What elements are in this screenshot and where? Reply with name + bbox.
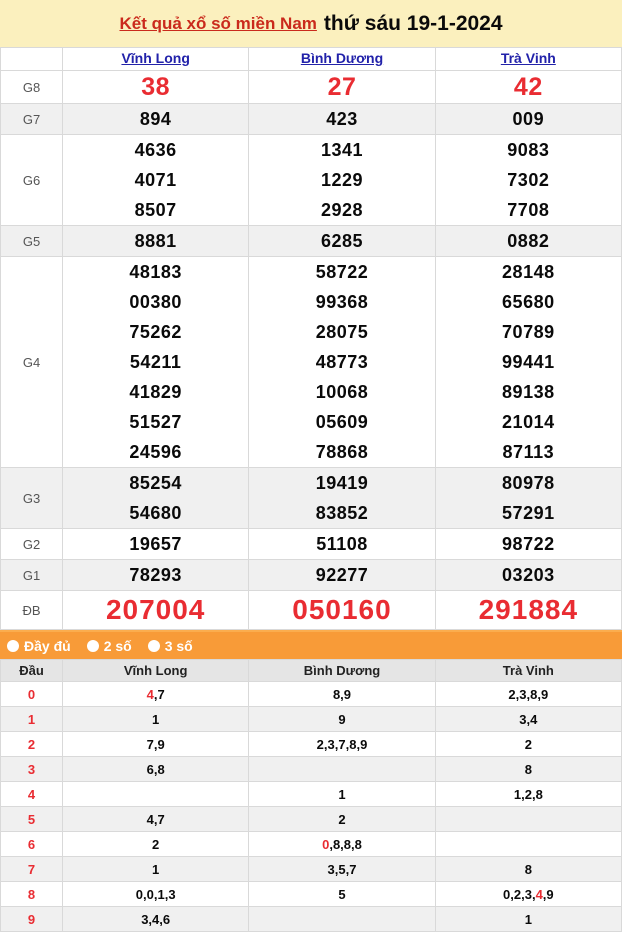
dau-endings-cell [249,707,435,732]
ending: 8 [535,786,543,802]
ending: 8 [343,836,352,852]
ending: 9 [338,711,346,727]
ending: 6 [146,761,154,777]
winning-number: 1229 [320,170,364,190]
prize-label: G7 [1,104,63,135]
prize-numbers-cell [435,226,621,257]
dau-row-2 [1,732,622,757]
winning-number: 54680 [129,503,182,523]
province-header [435,48,621,71]
prize-row-G4 [1,257,622,468]
winning-number: 8881 [134,231,177,251]
winning-number: 42 [513,73,543,101]
page-header [0,0,622,47]
ending: 4 [146,811,154,827]
winning-number: 85254 [129,473,182,493]
winning-number: 99441 [502,352,555,372]
ending: 3 [519,711,527,727]
prize-numbers-cell [435,71,621,104]
ending: 7 [157,811,165,827]
dau-row-6 [1,832,622,857]
winning-number: 7302 [507,170,550,190]
ending: 9 [157,736,165,752]
dau-endings-cell: 3,4,6 [63,907,249,932]
dau-table [0,659,622,932]
ending: 1 [157,886,165,902]
ending: 6 [162,911,171,927]
dau-endings-cell: 0,2,3,4,9 [435,882,621,907]
winning-number: 894 [139,109,172,129]
prize-numbers-cell [63,468,249,529]
dau-digit: 4 [1,782,63,807]
radio-icon [7,640,19,652]
winning-number: 19419 [315,473,369,493]
dau-endings-cell: 6,8 [63,757,249,782]
prize-numbers-cell [63,135,249,226]
ending: 3 [141,911,149,927]
filter-option-label: 3 số [164,637,193,654]
winning-number: 10068 [315,382,369,402]
filter-option-label: 2 số [103,637,132,654]
ending: 8 [530,686,538,702]
prize-row-ĐB [1,591,622,630]
dau-endings-cell: 8,9 [249,682,435,707]
highlighted-ending: 0 [322,836,330,852]
dau-digit: 3 [1,757,63,782]
ending: 0 [146,886,154,902]
winning-number: 58722 [315,262,369,282]
dau-endings-cell: 7,9 [63,732,249,757]
prize-numbers-cell [435,560,621,591]
dau-column-header: Đầu [1,660,63,682]
prize-numbers-cell [63,591,249,630]
ending: 9 [541,686,549,702]
prize-numbers-cell [63,71,249,104]
dau-province-header: Trà Vinh [435,660,621,682]
prize-numbers-cell [63,226,249,257]
winning-number: 03203 [502,565,555,585]
filter-option-0[interactable] [7,638,71,654]
prize-numbers-cell [63,104,249,135]
prize-numbers-cell [249,529,435,560]
winning-number: 7708 [507,200,550,220]
dau-endings-cell: 0,0,1,3 [63,882,249,907]
ending: 2 [316,736,324,752]
winning-number: 00380 [129,292,182,312]
dau-endings-cell [435,807,621,832]
winning-number: 75262 [129,322,182,342]
dau-province-header: Vĩnh Long [63,660,249,682]
dau-endings-cell [63,707,249,732]
draw-date: thứ sáu 19-1-2024 [323,11,503,35]
ending: 1 [524,911,532,927]
winning-number: 8507 [134,200,177,220]
dau-endings-cell [249,782,435,807]
prize-row-G3 [1,468,622,529]
prize-row-G2 [1,529,622,560]
winning-number: 80978 [502,473,555,493]
winning-number: 24596 [129,442,182,462]
ending: 9 [360,736,368,752]
ending: 0 [502,886,511,902]
dau-endings-cell: 2,3,8,9 [435,682,621,707]
winning-number: 92277 [315,565,369,585]
winning-number: 78868 [315,442,369,462]
ending: 1 [152,861,160,877]
prize-numbers-cell [249,257,435,468]
filter-option-label: Đầy đủ [24,637,71,654]
winning-number: 207004 [105,594,206,625]
dau-endings-cell: 3,5,7 [249,857,435,882]
winning-number: 70789 [502,322,555,342]
results-table [0,47,622,630]
winning-number: 9083 [507,140,550,160]
radio-icon [148,640,160,652]
winning-number: 2928 [320,200,364,220]
dau-endings-cell [249,882,435,907]
ending: 7 [157,686,165,702]
prize-numbers-cell [63,560,249,591]
dau-endings-cell [63,857,249,882]
corner-cell [1,48,63,71]
ending: 3 [168,886,176,902]
winning-number: 291884 [478,594,579,625]
prize-numbers-cell [435,591,621,630]
dau-endings-cell: 4,7 [63,682,249,707]
winning-number: 050160 [292,594,392,625]
prize-label: G5 [1,226,63,257]
winning-number: 38 [141,73,171,101]
ending: 3 [327,736,335,752]
dau-digit: 9 [1,907,63,932]
ending: 3 [524,886,532,902]
dau-row-8 [1,882,622,907]
ending: 0 [135,886,143,902]
dau-endings-cell [435,832,621,857]
dau-digit: 5 [1,807,63,832]
dau-endings-cell [435,857,621,882]
winning-number: 78293 [129,565,182,585]
winning-number: 57291 [502,503,555,523]
winning-number: 51527 [129,412,182,432]
dau-header-row [1,660,622,682]
prize-numbers-cell [249,560,435,591]
winning-number: 27 [327,73,357,101]
dau-province-header: Bình Dương [249,660,435,682]
winning-number: 009 [512,109,545,129]
ending: 9 [343,686,352,702]
ending: 4 [152,911,160,927]
winning-number: 28148 [502,262,555,282]
winning-number: 1341 [320,140,364,160]
filter-bar [0,630,622,659]
dau-endings-cell [249,907,435,932]
ending: 7 [349,861,357,877]
province-link-2[interactable]: Trà Vinh [500,50,556,66]
ending: 2 [524,786,532,802]
prize-numbers-cell [249,468,435,529]
ending: 3 [327,861,335,877]
prize-numbers-cell [249,135,435,226]
dau-row-4 [1,782,622,807]
prize-row-G5 [1,226,622,257]
province-header-row [1,48,622,71]
ending: 8 [349,736,357,752]
dau-endings-cell [63,832,249,857]
filter-option-2[interactable] [148,638,193,654]
ending: 8 [157,761,165,777]
highlighted-ending: 4 [535,886,543,902]
dau-endings-cell: 0,8,8,8 [249,832,435,857]
prize-numbers-cell [249,226,435,257]
ending: 1 [338,786,346,802]
prize-row-G7 [1,104,622,135]
prize-label: G4 [1,257,63,468]
winning-number: 05609 [315,412,369,432]
province-header [249,48,435,71]
dau-endings-cell [435,732,621,757]
dau-endings-cell [435,757,621,782]
winning-number: 423 [326,109,358,129]
prize-label: G8 [1,71,63,104]
ending: 4 [530,711,538,727]
winning-number: 51108 [316,534,368,554]
ending: 2 [513,886,522,902]
ending: 7 [338,736,346,752]
prize-numbers-cell [435,468,621,529]
dau-row-0 [1,682,622,707]
winning-number: 83852 [315,503,369,523]
prize-numbers-cell [435,135,621,226]
region-title-link[interactable]: Kết quả xổ số miền Nam [119,13,317,33]
dau-row-3 [1,757,622,782]
dau-endings-cell [63,782,249,807]
ending: 8 [332,686,341,702]
ending: 1 [513,786,522,802]
winning-number: 54211 [129,352,182,372]
winning-number: 4071 [134,170,177,190]
ending: 2 [152,836,160,852]
dau-endings-cell [249,757,435,782]
prize-row-G8 [1,71,622,104]
province-link-0[interactable]: Vĩnh Long [121,50,190,66]
ending: 8 [524,861,532,877]
ending: 5 [338,861,346,877]
prize-numbers-cell [435,104,621,135]
ending: 8 [354,836,362,852]
winning-number: 48183 [129,262,182,282]
winning-number: 4636 [134,140,177,160]
dau-endings-cell: 2,3,7,8,9 [249,732,435,757]
prize-label: G2 [1,529,63,560]
winning-number: 41829 [129,382,182,402]
winning-number: 99368 [315,292,369,312]
prize-numbers-cell [63,257,249,468]
prize-row-G1 [1,560,622,591]
ending: 2 [508,686,516,702]
province-link-1[interactable]: Bình Dương [300,50,384,66]
dau-digit: 6 [1,832,63,857]
province-header [63,48,249,71]
dau-row-7 [1,857,622,882]
prize-numbers-cell [249,104,435,135]
prize-numbers-cell [249,71,435,104]
prize-label: G1 [1,560,63,591]
ending: 2 [338,811,346,827]
ending: 2 [524,736,532,752]
dau-endings-cell [435,907,621,932]
prize-numbers-cell [435,529,621,560]
winning-number: 87113 [502,442,555,462]
ending: 8 [524,761,532,777]
dau-endings-cell [249,807,435,832]
prize-numbers-cell [435,257,621,468]
ending: 7 [146,736,154,752]
dau-row-1 [1,707,622,732]
winning-number: 28075 [315,322,369,342]
winning-number: 48773 [315,352,369,372]
winning-number: 65680 [502,292,555,312]
winning-number: 98722 [502,534,555,554]
dau-endings-cell: 3,4 [435,707,621,732]
radio-icon [87,640,99,652]
winning-number: 21014 [502,412,555,432]
ending: 5 [338,886,346,902]
highlighted-ending: 4 [146,686,154,702]
ending: 1 [152,711,160,727]
dau-endings-cell: 4,7 [63,807,249,832]
prize-numbers-cell [63,529,249,560]
prize-label: ĐB [1,591,63,630]
winning-number: 6285 [320,231,364,251]
dau-digit: 2 [1,732,63,757]
dau-row-9 [1,907,622,932]
prize-numbers-cell [249,591,435,630]
ending: 8 [332,836,341,852]
prize-label: G3 [1,468,63,529]
dau-digit: 8 [1,882,63,907]
prize-label: G6 [1,135,63,226]
dau-digit: 0 [1,682,63,707]
winning-number: 19657 [129,534,182,554]
ending: 3 [519,686,527,702]
prize-row-G6 [1,135,622,226]
dau-digit: 1 [1,707,63,732]
winning-number: 0882 [507,231,550,251]
filter-option-1[interactable] [87,638,132,654]
dau-row-5 [1,807,622,832]
winning-number: 89138 [502,382,555,402]
dau-endings-cell: 1,2,8 [435,782,621,807]
dau-digit: 7 [1,857,63,882]
ending: 9 [546,886,554,902]
